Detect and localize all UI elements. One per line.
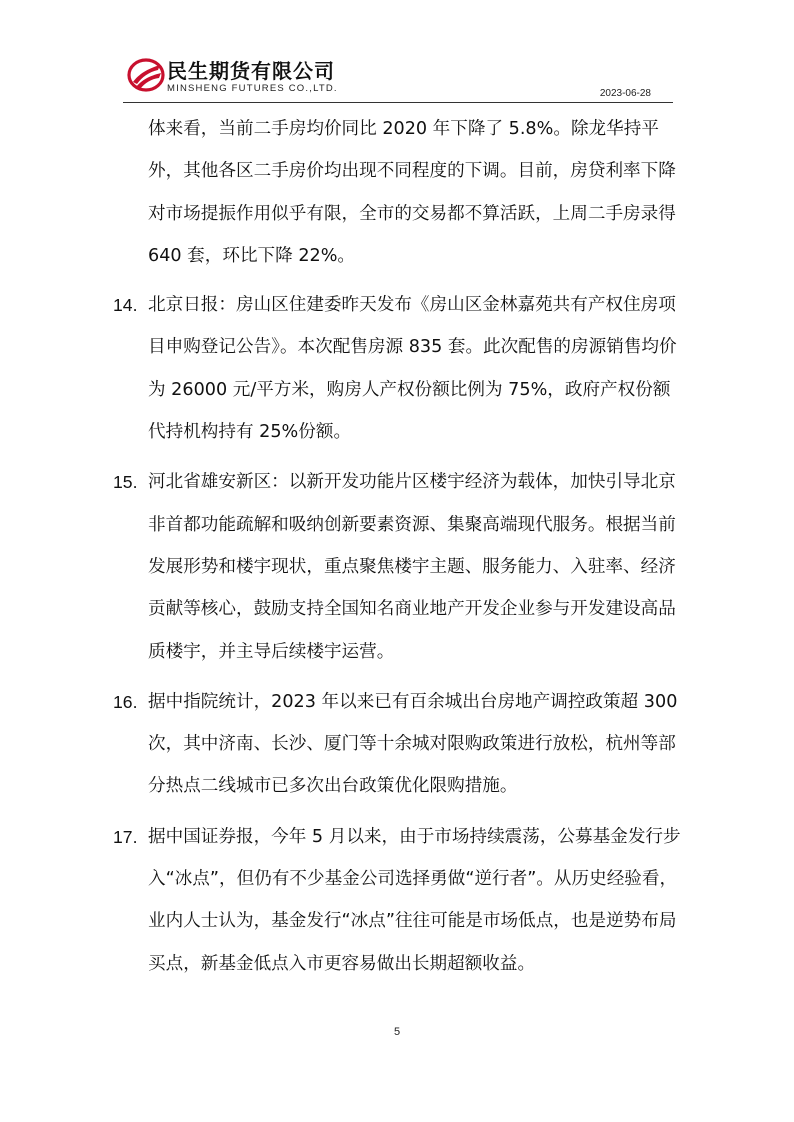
list-item <box>113 816 685 985</box>
item-number: 14. <box>113 295 138 316</box>
list-item <box>113 461 685 672</box>
item-text: 河北省雄安新区：以新开发功能片区楼宇经济为载体，加快引导北京非首都功能疏解和吸纳创新要素资源、集聚高端现代服务。根据当前发展形势和楼宇现状，重点聚焦楼宇主题、服务能力、入驻率、经济贡献等核心，鼓励支持全国知名商业地产开发企业参与开发建设高品质楼宇，并主导后续楼宇运营。 <box>148 472 676 662</box>
item-text: 据中国证券报，今年 5 月以来，由于市场持续震荡，公募基金发行步入“冰点”，但仍有不少基金公司选择勇做“逆行者”。从历史经验看，业内人士认为，基金发行“冰点”往往可能是市场低点，也是逆势布局买点，新基金低点入市更容易做出长期超额收益。 <box>148 826 681 974</box>
list-item <box>113 284 685 453</box>
item-text: 北京日报：房山区住建委昨天发布《房山区金林嘉苑共有产权住房项目申购登记公告》。本次配售房源 835 套。此次配售的房源销售均价为 26000 元/平方米，购房人产权份额比例为 75%，政府产权份额代持机构持有 25%份额。 <box>148 295 677 443</box>
page-header <box>123 55 673 103</box>
report-date: 2023-06-28 <box>599 88 651 99</box>
item-text: 据中指院统计，2023 年以来已有百余城出台房地产调控政策超 300 次，其中济南、长沙、厦门等十余城对限购政策进行放松，杭州等部分热点二线城市已多次出台政策优化限购措施。 <box>148 691 678 797</box>
company-name-cn: 民生期货有限公司 <box>167 59 335 83</box>
item-number: 17. <box>113 826 138 847</box>
page-number: 5 <box>393 1026 401 1038</box>
company-name-en: MINSHENG FUTURES CO.,LTD. <box>167 83 338 94</box>
continuation-paragraph: 体来看，当前二手房均价同比 2020 年下降了 5.8%。除龙华持平外，其他各区二手房价均出现不同程度的下调。目前，房贷利率下降对市场提振作用似乎有限，全市的交易都不算活跃，上周二手房录得 640 套，环比下降 22%。 <box>148 119 676 266</box>
header-divider <box>123 102 673 103</box>
item-number: 15. <box>113 472 138 493</box>
item-number: 16. <box>113 691 138 712</box>
minsheng-logo-icon <box>127 56 165 94</box>
document-body <box>113 108 685 993</box>
list-item <box>113 681 685 808</box>
